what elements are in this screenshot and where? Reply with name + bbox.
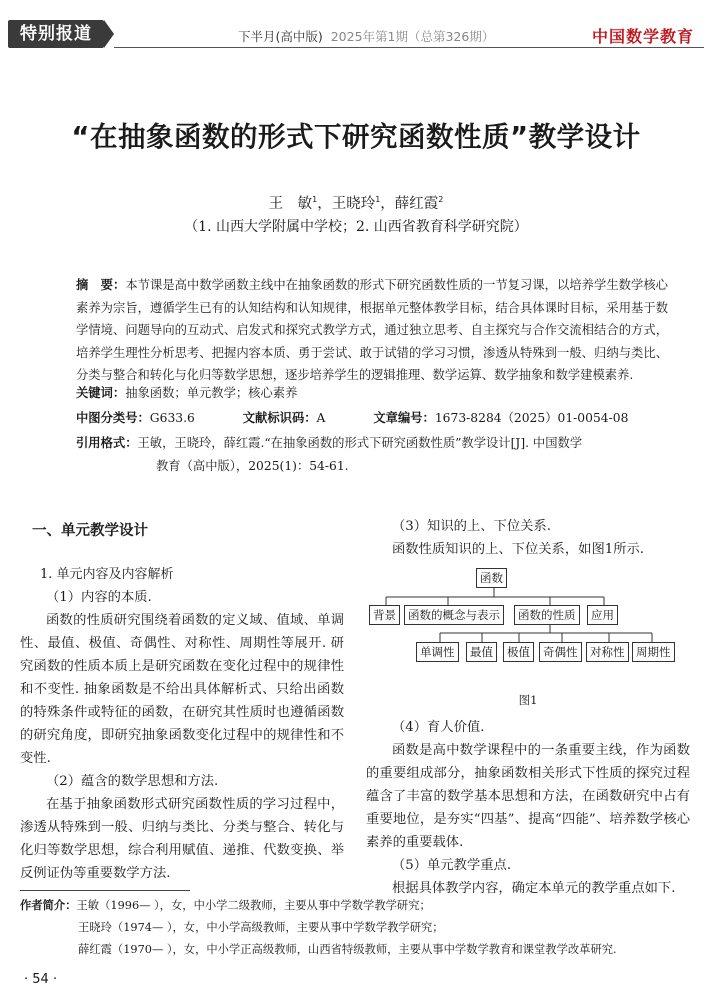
section-tab: 特别报道 xyxy=(8,20,104,48)
node-extremum-max-min: 最值 xyxy=(466,642,497,662)
footnote-label: 作者简介： xyxy=(20,899,77,912)
clc-label: 中图分类号： xyxy=(76,411,150,425)
section-heading: 一、单元教学设计 xyxy=(32,523,148,539)
node-application: 应用 xyxy=(587,605,618,625)
keywords-text: 抽象函数；单元教学；核心素养 xyxy=(125,386,298,400)
header-divider xyxy=(114,47,704,48)
item-1-title: （1）内容的本质. xyxy=(46,590,152,605)
author-1-sup: 1 xyxy=(312,195,318,205)
subheading: 1. 单元内容及内容解析 xyxy=(40,567,174,582)
clc-value: G633.6 xyxy=(149,411,195,425)
node-function: 函数 xyxy=(476,568,507,588)
affiliation: （1. 山西大学附属中学校；2. 山西省教育科学研究院） xyxy=(184,219,528,235)
bio-author-2: 王晓玲（1974— ），女，中小学高级教师，主要从事中学数学教学研究； xyxy=(78,921,444,934)
author-3-sup: 2 xyxy=(438,195,444,205)
abstract-text: 本节课是高中数学函数主线中在抽象函数的形式下研究函数性质的一节复习课，以培养学生数学核心素养为宗旨，遵循学生已有的认知结构和认知规律，根据单元整体教学目标，结合具体课时目标，采用基于数学情境、问题导向的互动式、启发式和探究式教学方式，通过独立思考、自主探究与合作交流相结合的方式，培养学生理性分析思考、把握内容本质、勇于尝试、敢于试错的学习习惯，渗透从特殊到一般、归纳与类比、分类与整合和转化与化归等数学思想，逐步培养学生的逻辑推理、数学运算、数学抽象和数学建模素养. xyxy=(76,278,668,383)
citation-label: 引用格式： xyxy=(76,436,138,450)
figure-connectors xyxy=(366,567,690,685)
author-sep: ， xyxy=(380,196,395,212)
item-4-text: 函数是高中数学课程中的一条重要主线，作为函数的重要组成部分，抽象函数相关形式下性质的探究过程蕴含了丰富的数学基本思想和方法，在函数研究中占有重要地位，是夯实“四基”、提高“四能”、培养数学核心素养的重要载体. xyxy=(366,743,690,850)
article-title: “在抽象函数的形式下研究函数性质”教学设计 xyxy=(71,121,641,153)
issue-info xyxy=(238,27,494,45)
item-2-title: （2）蕴含的数学思想和方法. xyxy=(46,774,219,789)
bio-author-3: 薛红霞（1970— ），女，中小学正高级教师，山西省特级教师，主要从事中学数学教育和课堂教学改革研究. xyxy=(78,943,617,956)
node-periodicity: 周期性 xyxy=(632,642,675,662)
item-4-title: （4）育人价值. xyxy=(392,720,485,735)
author-line xyxy=(0,192,712,213)
keywords xyxy=(76,383,297,401)
issue-main: 下半月(高中版) xyxy=(238,29,323,44)
item-1-text: 函数的性质研究围绕着函数的定义域、值域、单调性、最值、极值、奇偶性、对称性、周期性等展开. 研究函数的性质本质上是研究函数在变化过程中的规律性和不变性. 抽象函数是不给出具体解析式、只给出函数的特殊条件或特征的函数，在研究其性质时也遵循函数的研究角度，即研究抽象函数变化过程中的规律性和不变性. xyxy=(20,613,344,766)
page-header xyxy=(0,0,712,52)
keywords-label: 关键词： xyxy=(76,386,126,400)
item-3-text: 函数性质知识的上、下位关系，如图1所示. xyxy=(392,542,645,557)
node-concept: 函数的概念与表示 xyxy=(404,605,504,625)
article-no-value: 1673-8284（2025）01-0054-08 xyxy=(434,411,629,425)
article-no-label: 文章编号： xyxy=(373,411,435,425)
classification-line xyxy=(76,408,672,426)
author-1: 王 敏 xyxy=(268,196,313,212)
abstract-label: 摘 要： xyxy=(76,278,126,292)
right-column xyxy=(366,515,690,900)
issue-detail: 2025年第1期（总第326期） xyxy=(330,29,495,44)
abstract xyxy=(76,274,668,387)
page-number: · 54 · xyxy=(24,972,58,987)
node-symmetry: 对称性 xyxy=(586,642,629,662)
item-5-text: 根据具体教学内容，确定本单元的教学重点如下. xyxy=(392,881,676,896)
node-property: 函数的性质 xyxy=(514,605,580,625)
figure-caption: 图1 xyxy=(518,693,538,707)
citation-line-1: 王敏，王晓玲，薛红霞.“在抽象函数的形式下研究函数性质”教学设计[J]. 中国数学 xyxy=(137,436,583,450)
doc-label: 文献标识码： xyxy=(242,411,317,425)
item-5-title: （5）单元教学重点. xyxy=(392,858,512,873)
citation-line-2: 教育（高中版），2025(1)：54-61. xyxy=(156,458,349,473)
node-background: 背景 xyxy=(369,605,400,625)
left-column xyxy=(20,520,344,885)
node-extremum: 极值 xyxy=(503,642,534,662)
footnote-divider xyxy=(20,890,190,891)
doc-value: A xyxy=(316,411,326,425)
author-bio-footnote xyxy=(20,895,700,961)
author-sep: ， xyxy=(317,196,332,212)
author-2-sup: 1 xyxy=(375,195,381,205)
journal-name: 中国数学教育 xyxy=(591,27,694,46)
citation xyxy=(76,432,676,477)
figure-1-diagram xyxy=(366,567,690,685)
author-2: 王晓玲 xyxy=(331,196,376,212)
bio-author-1: 王敏（1996— ），女，中小学二级教师，主要从事中学数学教学研究； xyxy=(76,899,431,912)
node-monotonicity: 单调性 xyxy=(416,642,459,662)
item-2-text: 在基于抽象函数形式研究函数性质的学习过程中，渗透从特殊到一般、归纳与类比、分类与整合、转化与化归等数学思想，综合利用赋值、递推、代数变换、举反例证伪等重要数学方法. xyxy=(20,797,344,881)
author-3: 薛红霞 xyxy=(394,196,439,212)
item-3-title: （3）知识的上、下位关系. xyxy=(392,519,551,534)
node-parity: 奇偶性 xyxy=(539,642,582,662)
